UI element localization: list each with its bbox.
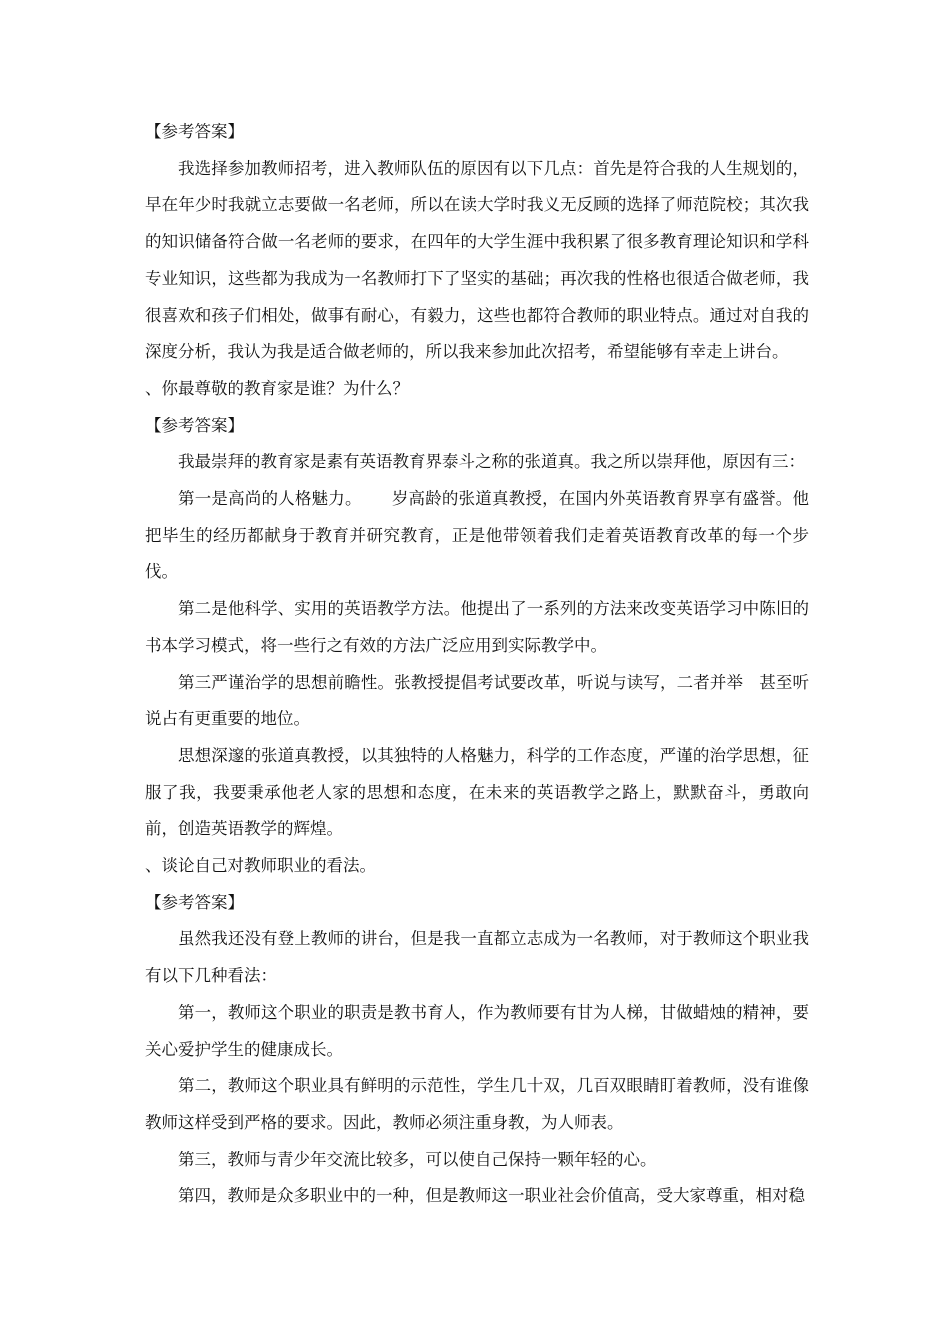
answer-paragraph: 第四，教师是众多职业中的一种，但是教师这一职业社会价值高，受大家尊重，相对稳 xyxy=(178,1186,805,1206)
paragraph-text: 第三严谨治学的思想前瞻性。张教授提倡考试要改革，听说与读写，二者并举 xyxy=(178,672,744,692)
paragraph-text: 第一是高尚的人格魅力。 xyxy=(178,489,362,509)
answer-paragraph: 第一，教师这个职业的职责是教书育人，作为教师要有甘为人梯，甘做蜡烛的精神，要关心爱护学生的健康成长。 xyxy=(145,1002,809,1059)
answer-paragraph: 第二，教师这个职业具有鲜明的示范性，学生几十双，几百双眼睛盯着教师，没有谁像教师这样受到严格的要求。因此，教师必须注重身教，为人师表。 xyxy=(145,1076,809,1132)
answer-paragraph xyxy=(145,665,809,738)
answer-paragraph: 思想深邃的张道真教授，以其独特的人格魅力，科学的工作态度，严谨的治学思想，征服了我，我要秉承他老人家的思想和态度，在未来的英语教学之路上，默默奋斗，勇敢向前，创造英语教学的辉煌。 xyxy=(145,745,809,839)
answer-paragraph: 虽然我还没有登上教师的讲台，但是我一直都立志成为一名教师，对于教师这个职业我有以下几种看法： xyxy=(145,929,809,986)
question-heading: 、你最尊敬的教育家是谁？为什么？ xyxy=(145,378,409,398)
answer-label: 【参考答案】 xyxy=(145,892,244,912)
question-heading: 、谈论自己对教师职业的看法。 xyxy=(145,856,376,876)
answer-paragraph: 第三，教师与青少年交流比较多，可以使自己保持一颗年轻的心。 xyxy=(178,1149,657,1169)
answer-paragraph xyxy=(145,481,809,591)
answer-label: 【参考答案】 xyxy=(145,122,244,141)
answer-paragraph: 我最崇拜的教育家是素有英语教育界泰斗之称的张道真。我之所以崇拜他，原因有三： xyxy=(178,452,805,472)
paragraph-text: 岁高龄的张道真教授，在国内外英语教育界享有盛誉。他把毕生的经历都献身于教育并研究教育，正是他带领着我们走着英语教育改革的每一个步伐。 xyxy=(145,489,810,582)
document-body xyxy=(145,114,809,1215)
paragraph-text: 甚至听说占有更重要的地位。 xyxy=(145,672,810,729)
answer-paragraph: 我选择参加教师招考，进入教师队伍的原因有以下几点：首先是符合我的人生规划的，早在年少时我就立志要做一名老师，所以在读大学时我义无反顾的选择了师范院校；其次我的知识储备符合做一名老师的要求，在四年的大学生涯中我积累了很多教育理论知识和学科专业知识，这些都为我成为一名教师打下了坚实的基础；再次我的性格也很适合做老师，我很喜欢和孩子们相处，做事有耐心，有毅力，这些也都符合教师的职业特点。通过对自我的深度分析，我认为我是适合做老师的，所以我来参加此次招考，希望能够有幸走上讲台。 xyxy=(145,158,809,362)
answer-paragraph: 第二是他科学、实用的英语教学方法。他提出了一系列的方法来改变英语学习中陈旧的书本学习模式，将一些行之有效的方法广泛应用到实际教学中。 xyxy=(145,599,809,655)
answer-label: 【参考答案】 xyxy=(145,415,244,435)
